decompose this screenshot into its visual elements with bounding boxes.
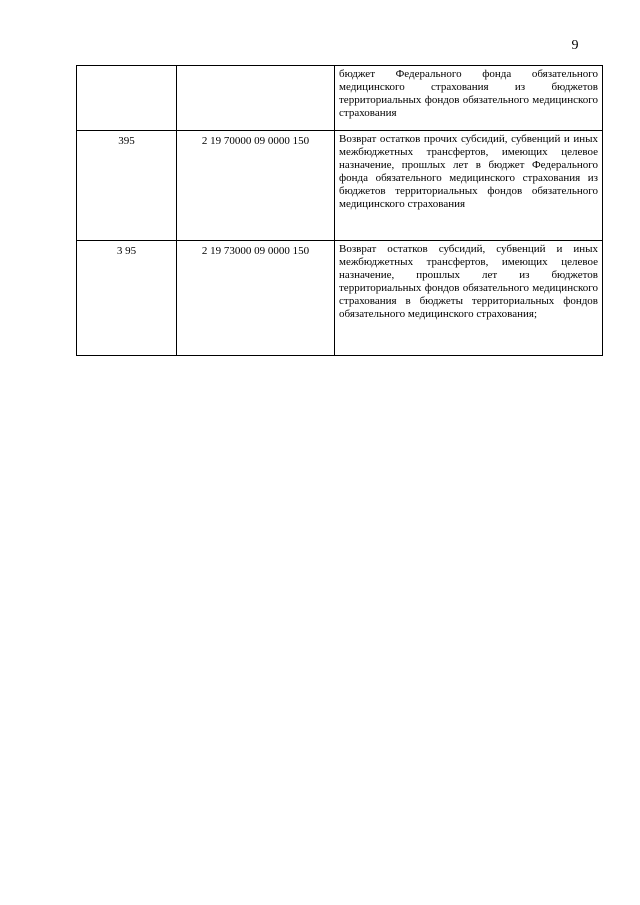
description-cell: Возврат остатков прочих субсидий, субвенций и иных межбюджетных трансфертов, имеющих целевое назначение, прошлых лет в бюджет Федерального фонда обязательного медицинского страхования из бюджетов территориальных фондов обязательного медицинского страхования xyxy=(335,131,603,241)
table-row xyxy=(77,241,603,356)
budget-code-cell: 2 19 70000 09 0000 150 xyxy=(177,131,335,241)
table-row xyxy=(77,131,603,241)
description-cell: бюджет Федерального фонда обязательного медицинского страхования из бюджетов территориальных фондов обязательного медицинского страхования xyxy=(335,66,603,131)
page-number: 9 xyxy=(571,38,579,53)
table-row xyxy=(77,66,603,131)
admin-code-cell: 3 95 xyxy=(77,241,177,356)
admin-code-cell: 395 xyxy=(77,131,177,241)
budget-code-cell xyxy=(177,66,335,131)
description-cell: Возврат остатков субсидий, субвенций и иных межбюджетных трансфертов, имеющих целевое назначение, прошлых лет из бюджетов территориальных фондов обязательного медицинского страхования в бюджеты территориальных фондов обязательного медицинского страхования; xyxy=(335,241,603,356)
admin-code-cell xyxy=(77,66,177,131)
budget-code-cell: 2 19 73000 09 0000 150 xyxy=(177,241,335,356)
budget-codes-table xyxy=(76,65,603,356)
